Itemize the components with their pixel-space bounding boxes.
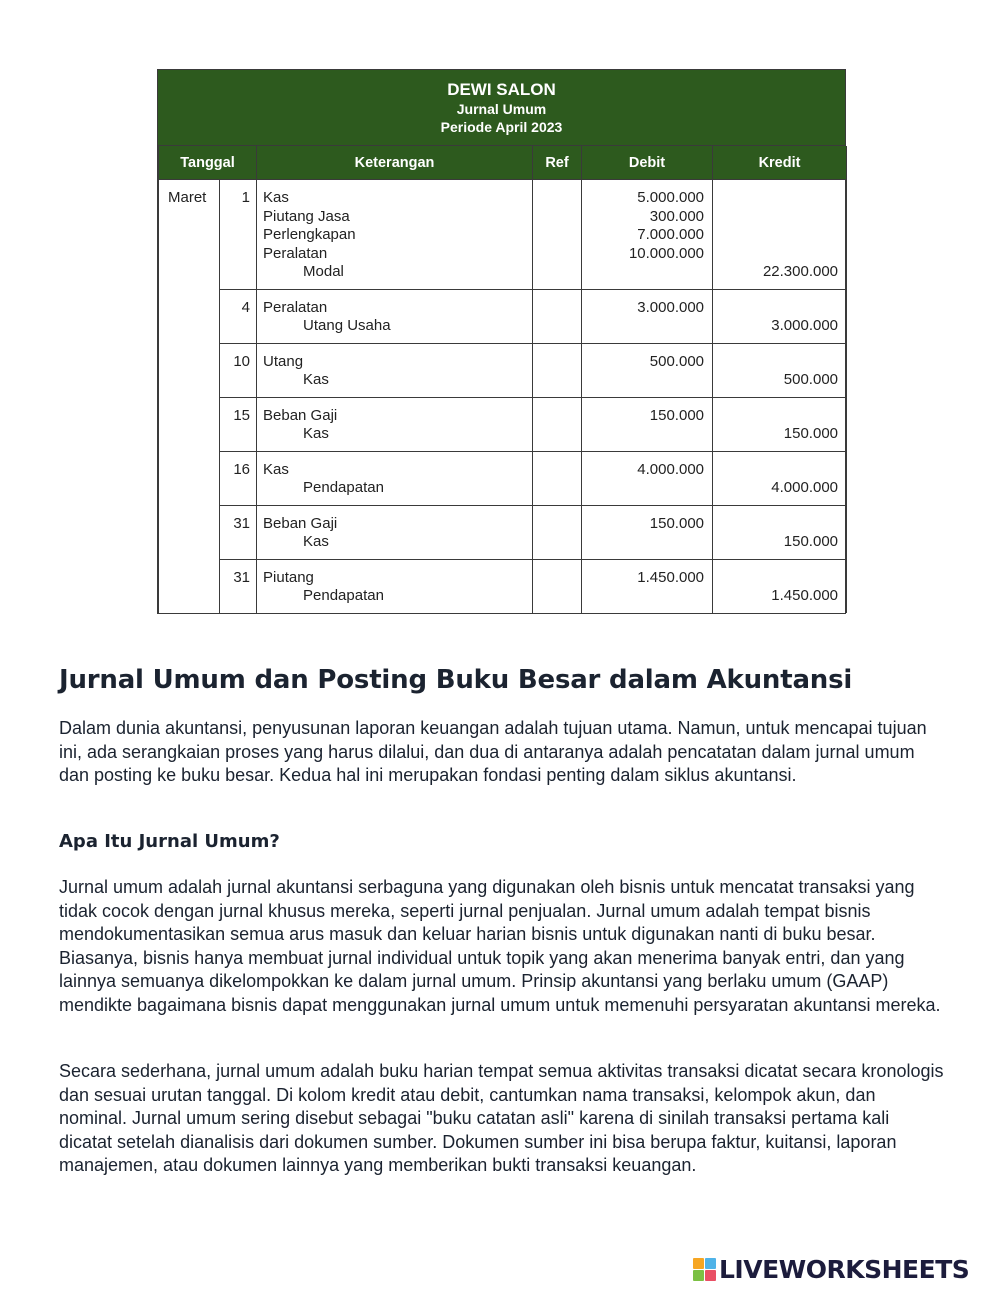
account-name: Peralatan [263,298,328,316]
account-name: Piutang [263,568,314,586]
debit-amount: 500.000 [649,352,705,370]
ref-cell [533,289,582,343]
day-cell: 16 [220,451,257,505]
day-cell: 10 [220,343,257,397]
header-debit: Debit [582,146,713,180]
journal-period: Periode April 2023 [440,119,563,135]
debit-amount [588,371,704,390]
journal-entry-row [159,559,847,613]
description-cell [257,505,533,559]
account-name: Kas [303,425,329,442]
kredit-amount [719,299,838,318]
day-cell: 31 [220,559,257,613]
kredit-amount [719,353,838,372]
debit-amount: 150.000 [649,406,705,424]
journal-entry-row [159,343,847,397]
journal-header [158,70,845,146]
debit-cell [582,451,713,505]
kredit-amount: 150.000 [783,425,839,442]
description-cell [257,180,533,290]
company-name: DEWI SALON [447,80,556,99]
debit-amount: 5.000.000 [637,189,705,206]
account-name: Beban Gaji [263,514,338,532]
day-cell: 31 [220,505,257,559]
debit-amount [588,587,704,606]
journal-table [157,69,846,614]
account-name: Piutang Jasa [263,207,350,225]
kredit-amount: 3.000.000 [771,317,839,334]
debit-cell [582,180,713,290]
kredit-amount [719,569,838,588]
journal-entry-row [159,451,847,505]
journal-entry-row [159,397,847,451]
intro-paragraph: Dalam dunia akuntansi, penyusunan laporan keuangan adalah tujuan utama. Namun, untuk mencapai tujuan ini, ada serangkaian proses yang harus dilalui, dan dua di antaranya adalah pencatatan dalam jurnal umum dan posting ke buku besar. Kedua hal ini merupakan fondasi penting dalam siklus akuntansi. [59,718,927,786]
account-name: Kas [303,371,329,388]
kredit-amount [719,407,838,426]
ref-cell [533,180,582,290]
debit-amount: 3.000.000 [637,298,705,316]
debit-cell [582,397,713,451]
kredit-cell [713,559,847,613]
ref-cell [533,505,582,559]
account-name: Pendapatan [303,479,384,496]
debit-amount: 1.450.000 [637,568,705,586]
header-kredit: Kredit [713,146,847,180]
debit-amount [588,425,704,444]
kredit-amount: 4.000.000 [771,479,839,496]
journal-entry-row [159,505,847,559]
logo-square-icon [705,1258,716,1269]
journal-title: Jurnal Umum [456,101,547,117]
liveworksheets-logo[interactable] [693,1254,969,1284]
debit-amount: 150.000 [649,514,705,532]
article [59,660,949,1176]
kredit-amount [719,226,838,245]
month-cell: Maret [159,180,220,613]
description-cell [257,343,533,397]
debit-amount [588,479,704,498]
ref-cell [533,397,582,451]
debit-amount: 10.000.000 [628,244,705,262]
kredit-amount [719,208,838,227]
kredit-amount: 22.300.000 [762,263,839,280]
section-heading: Apa Itu Jurnal Umum? [59,831,280,852]
liveworksheets-logo-icon [693,1258,716,1281]
account-name: Perlengkapan [263,226,356,243]
day-cell: 1 [220,180,257,290]
header-ref: Ref [533,146,582,180]
kredit-amount: 150.000 [783,533,839,550]
logo-text: LIVEWORKSHEETS [719,1254,970,1284]
kredit-amount: 500.000 [783,371,839,388]
kredit-amount [719,515,838,534]
account-name: Kas [303,533,329,550]
article-title: Jurnal Umum dan Posting Buku Besar dalam Akuntansi [59,665,853,695]
account-name: Kas [263,189,289,206]
logo-square-icon [693,1258,704,1269]
debit-cell [582,559,713,613]
kredit-amount [719,245,838,264]
kredit-amount [719,189,838,208]
day-cell: 15 [220,397,257,451]
account-name: Kas [263,460,289,478]
kredit-amount [719,461,838,480]
kredit-cell [713,397,847,451]
header-keterangan: Keterangan [257,146,533,180]
journal-body [159,180,847,613]
debit-amount: 300.000 [649,207,705,225]
account-name: Modal [303,263,344,280]
ref-cell [533,451,582,505]
debit-cell [582,343,713,397]
header-tanggal: Tanggal [159,146,257,180]
account-name: Pendapatan [303,587,384,604]
description-cell [257,289,533,343]
description-cell [257,451,533,505]
description-cell [257,559,533,613]
ref-cell [533,559,582,613]
kredit-cell [713,505,847,559]
account-name: Utang Usaha [303,317,391,334]
logo-square-icon [693,1270,704,1281]
kredit-cell [713,289,847,343]
column-header-row [159,146,847,180]
account-name: Beban Gaji [263,406,338,424]
debit-amount [588,533,704,552]
debit-cell [582,289,713,343]
debit-amount [588,317,704,336]
debit-cell [582,505,713,559]
journal-entry-row [159,289,847,343]
ref-cell [533,343,582,397]
kredit-cell [713,451,847,505]
day-cell: 4 [220,289,257,343]
kredit-cell [713,343,847,397]
debit-amount: 4.000.000 [637,460,705,478]
kredit-amount: 1.450.000 [771,587,839,604]
account-name: Peralatan [263,244,328,262]
paragraph-3: Secara sederhana, jurnal umum adalah buku harian tempat semua aktivitas transaksi dicatat secara kronologis dan sesuai urutan tanggal. Di kolom kredit atau debit, cantumkan nama transaksi, kelompok akun, dan nominal. Jurnal umum sering disebut sebagai "buku catatan asli" karena di sinilah transaksi pertama kali dicatat setelah dianalisis dari dokumen sumber. Dokumen sumber ini bisa berupa faktur, kuitansi, laporan manajemen, atau dokumen lainnya yang memberikan bukti transaksi keuangan. [59,1061,944,1176]
journal-entry-row [159,180,847,290]
kredit-cell [713,180,847,290]
debit-amount: 7.000.000 [637,226,705,243]
logo-square-icon [705,1270,716,1281]
journal-grid [158,146,847,613]
paragraph-2: Jurnal umum adalah jurnal akuntansi serbaguna yang digunakan oleh bisnis untuk mencatat transaksi yang tidak cocok dengan jurnal khusus mereka, seperti jurnal penjualan. Jurnal umum adalah tempat bisnis mendokumentasikan semua arus masuk dan keluar harian bisnis untuk digunakan nanti di buku besar. Biasanya, bisnis hanya membuat jurnal individual untuk topik yang akan menerima banyak entri, dan yang lainnya semuanya dikelompokkan ke dalam jurnal umum. Prinsip akuntansi yang berlaku umum (GAAP) mendikte bagaimana bisnis dapat menggunakan jurnal umum untuk memenuhi persyaratan akuntansi mereka. [59,877,941,1015]
debit-amount [588,263,704,282]
description-cell [257,397,533,451]
account-name: Utang [263,352,304,370]
